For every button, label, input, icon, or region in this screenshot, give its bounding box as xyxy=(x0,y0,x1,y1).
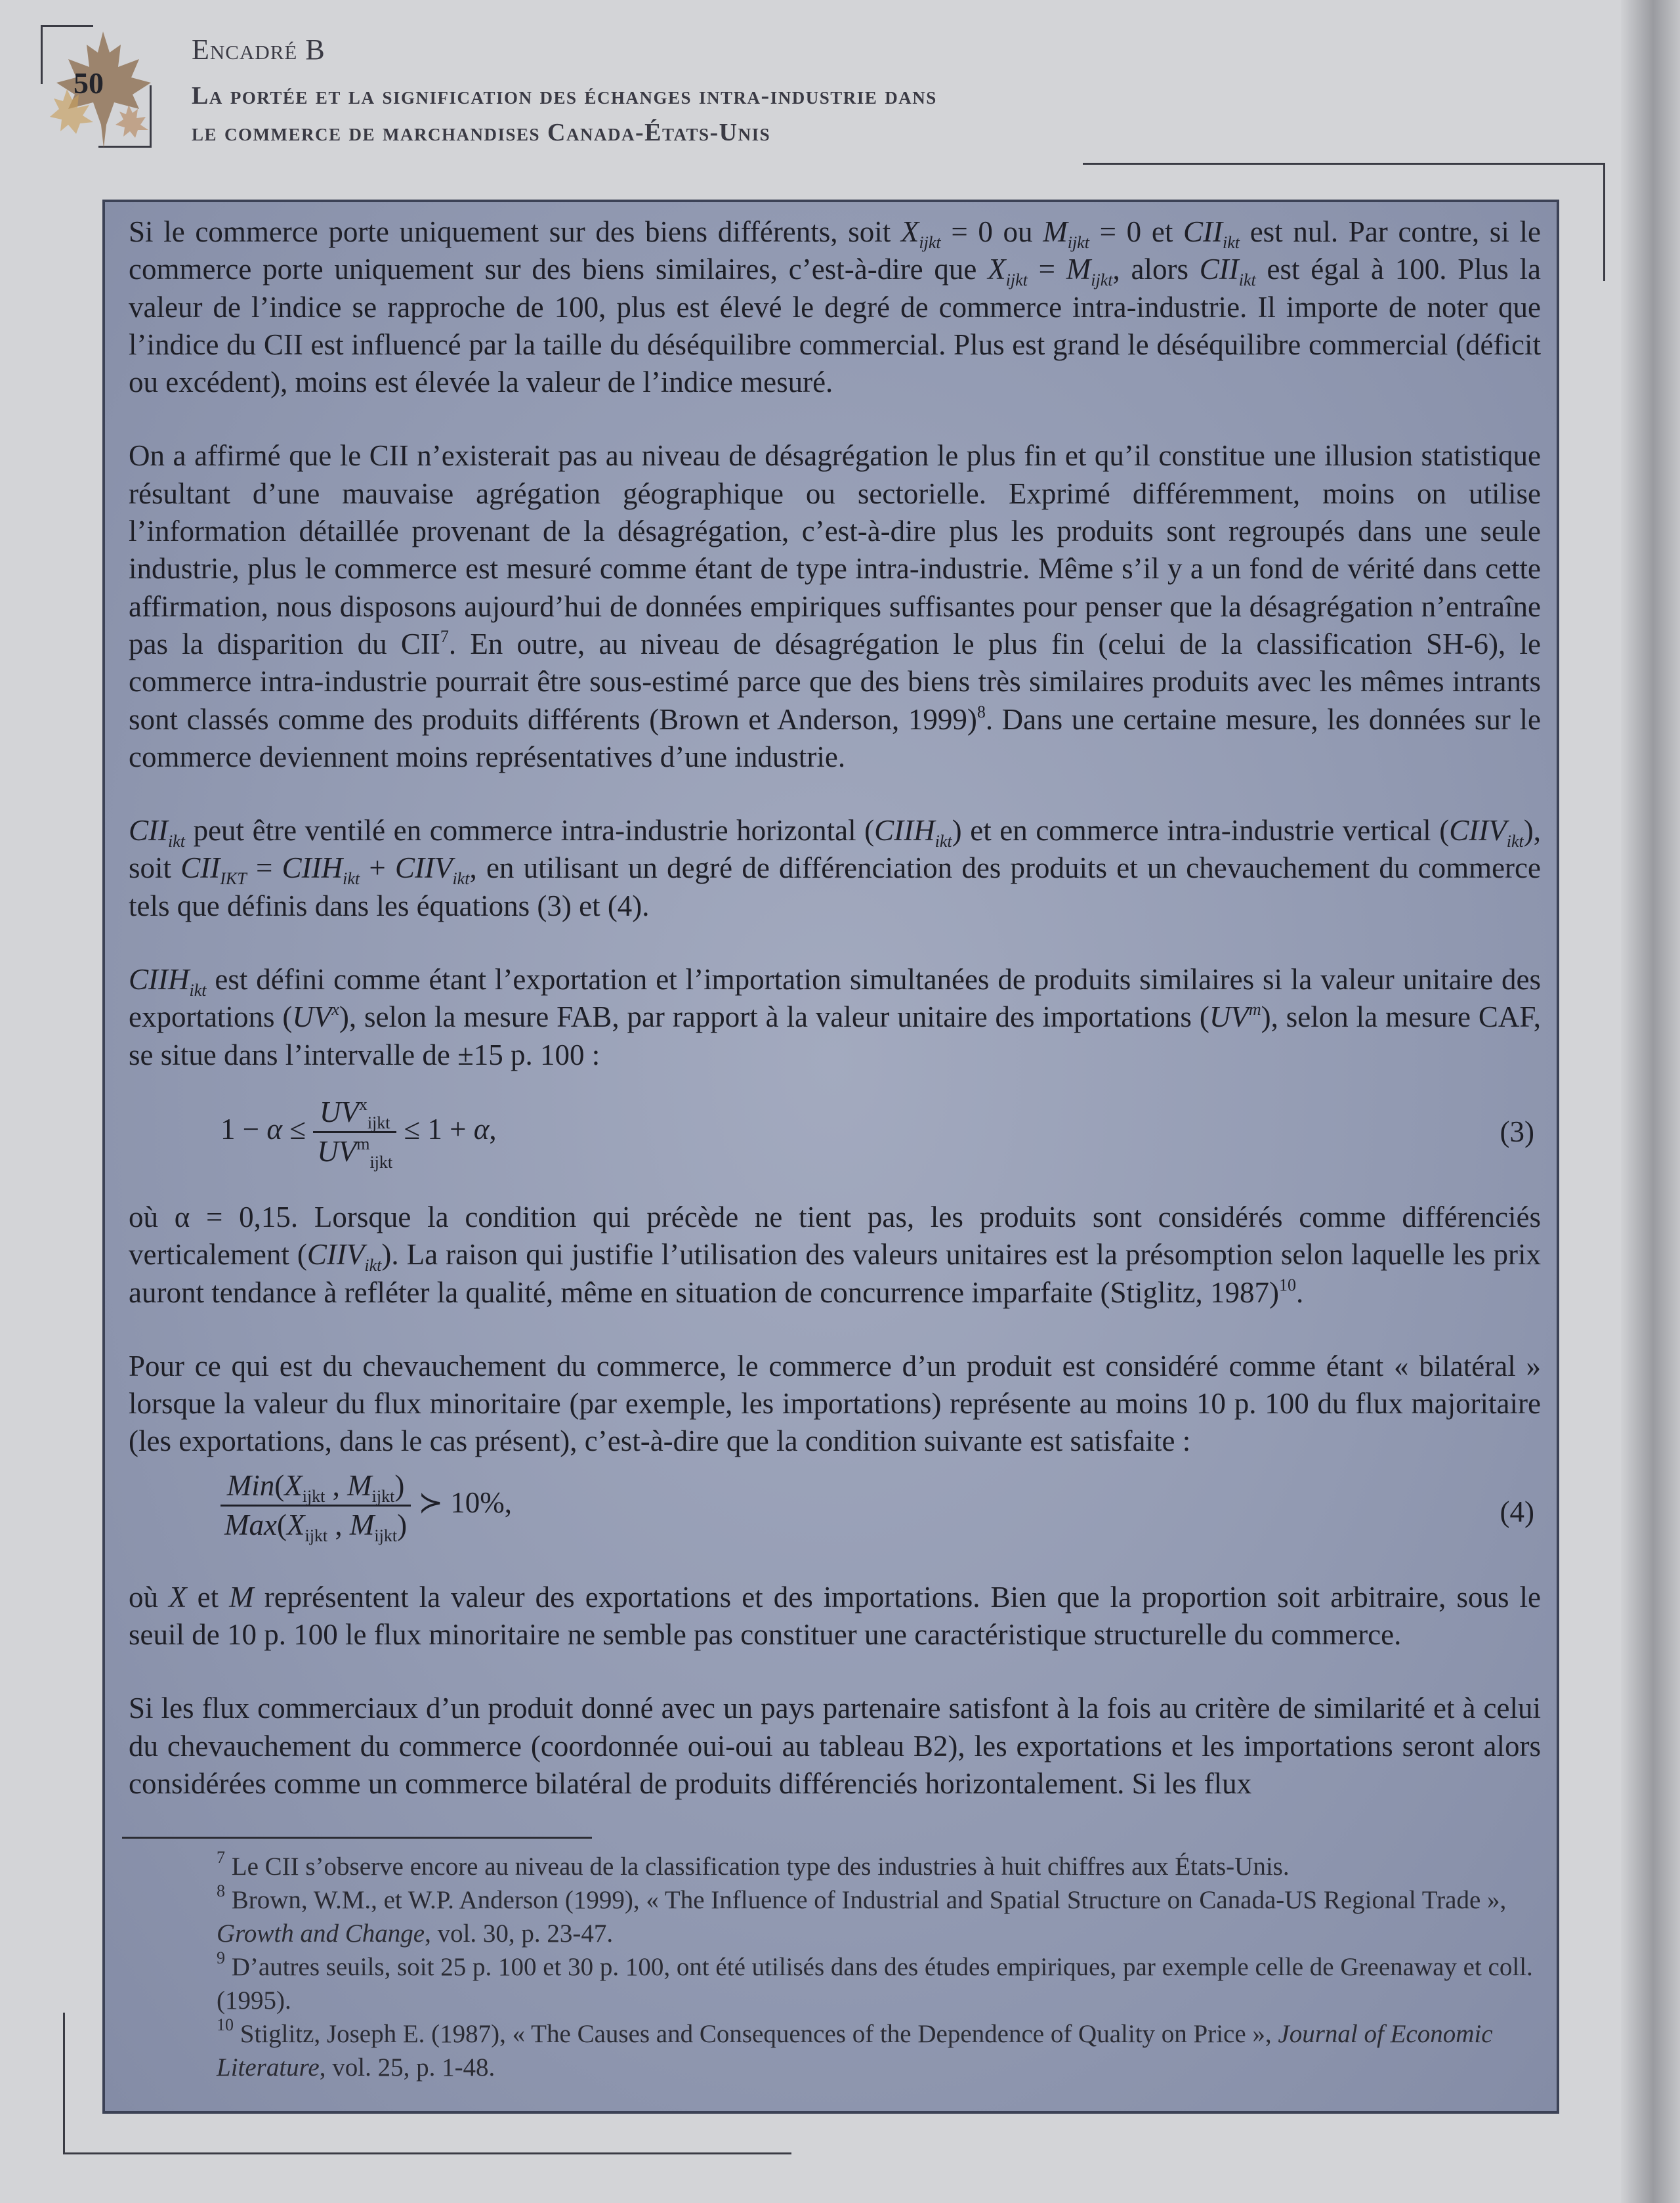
paragraph-8: Si les flux commerciaux d’un produit donné avec un pays partenaire satisfont à la fois au critère de similarité et à celui du chevauchement du commerce (coordonnée oui-oui au tableau B2), les exportations et les importations seront alors considérées comme un commerce bilatéral de produits différenciés horizontalement. Si les flux xyxy=(129,1692,1541,1800)
footnote-7: $^7$ Le CII s’observe encore au niveau de la classification type des industries à huit chiffres aux États-Unis. xyxy=(217,1848,1290,1881)
footnote-8: $^8$ Brown, W.M., et W.P. Anderson (1999), « The Influence of Industrial and Spatial Structure on Canada-US Regional Trade », Growth and Change, vol. 30, p. 23-47. xyxy=(217,1881,1507,1948)
paragraph-6: Pour ce qui est du chevauchement du commerce, le commerce d’un produit est considéré comme étant « bilatéral » lorsque la valeur du flux minoritaire (par exemple, les importations) représente au moins 10 p. 100 du flux majoritaire (les exportations, dans le cas présent), c’est-à-dire que la condition suivante est satisfaite : xyxy=(129,1349,1541,1458)
box-title-line2: le commerce de marchandises Canada-États-Unis xyxy=(192,119,771,146)
paragraph-4: $CIIH_{ikt}$ est défini comme étant l’exportation et l’importation simultanées de produits similaires si la valeur unitaire des exportations $(UV^x)$, selon la mesure FAB, par rapport à la valeur unitaire des importations $(UV^m)$, selon la mesure CAF, se situe dans l’intervalle de ±15 p. 100 : xyxy=(129,963,1542,1071)
paragraph-1: Si le commerce porte uniquement sur des biens différents, soit $X_{ijkt} = 0$ ou $M_{ijkt} = 0$ et $CII_{ikt}$ est nul. Par contre, si le commerce porte uniquement sur des biens similaires, c’est-à-dire que $X_{ijkt} = M_{ijkt}$, alors $CII_{ikt}$ est égal à 100. Plus la valeur de l’indice se rapproche de 100, plus est élevé le degré de commerce intra-industrie. Il importe de noter que l’indice du CII est influencé par la taille du déséquilibre commercial. Plus est grand le déséquilibre commercial (déficit ou excédent), moins est élevée la valeur de l’indice mesuré. xyxy=(129,215,1541,399)
equation-4: $\frac{Min(X_{ijkt} , M_{ijkt})}{Max(X_{ijkt} , M_{ijkt})}$ ≻ 10%, (4) xyxy=(129,1461,1541,1566)
frame-line-top-right xyxy=(1083,163,1605,165)
box-kicker: Encadré B xyxy=(192,33,326,66)
frame-line-bottom xyxy=(63,2152,791,2154)
paragraph-5: où α = 0,15. Lorsque la condition qui précède ne tient pas, les produits sont considérés comme différenciés verticalement $(CIIV_{ikt})$. La raison qui justifie l’utilisation des valeurs unitaires est la présomption selon laquelle les prix auront tendance à refléter la qualité, même en situation de concurrence imparfaite (Stiglitz, 1987)$^{10}$. xyxy=(129,1200,1541,1309)
frame-line-right xyxy=(1603,163,1605,281)
equation-3: 1 − α ≤ $\frac{UV^x_{ijkt}}{UV^m_{ijkt}}$ ≤ 1 + α, (3) xyxy=(220,1094,1534,1172)
paragraph-3: $CII_{ikt}$ peut être ventilé en commerce intra-industrie horizontal $(CIIH_{ikt})$ et en commerce intra-industrie vertical $(CIIV_{ikt})$, soit $CII_{IKT}$ = $CIIH_{ikt}$ + $CIIV_{ikt}$, en utilisant un degré de différenciation des produits et un chevauchement du commerce tels que définis dans les équations (3) et (4). xyxy=(129,814,1541,922)
box-content xyxy=(129,213,1541,1839)
paragraph-7: où X et M représentent la valeur des exportations et des importations. Bien que la proportion soit arbitraire, sous le seuil de 10 p. 100 le flux minoritaire ne semble pas constituer une caractéristique structurelle du commerce. xyxy=(129,1580,1541,1652)
box-title-line1: La portée et la signification des échanges intra-industrie dans xyxy=(192,82,937,110)
page-edge-shadow xyxy=(1621,0,1680,2203)
footnote-rule xyxy=(122,1837,592,1839)
page-number: 50 xyxy=(74,66,104,100)
frame-line-bottom-left xyxy=(63,2013,65,2154)
equation-3-label: (3) xyxy=(1500,1115,1534,1148)
equation-4-label: (4) xyxy=(1500,1495,1534,1528)
footnotes xyxy=(217,1850,1555,2084)
footnote-10: $^{10}$ Stiglitz, Joseph E. (1987), « The Causes and Consequences of the Dependence of Quality on Price », Journal of Economic Literature, vol. 25, p. 1-48. xyxy=(217,2015,1493,2082)
box-title xyxy=(192,77,1373,151)
footnote-9: $^9$ D’autres seuils, soit 25 p. 100 et 30 p. 100, ont été utilisés dans des études empiriques, par exemple celle de Greenaway et coll. (1995). xyxy=(217,1948,1533,2015)
paragraph-2: On a affirmé que le CII n’existerait pas au niveau de désagrégation le plus fin et qu’il constitue une illusion statistique résultant d’une mauvaise agrégation géographique ou sectorielle. Exprimé différemment, moins on utilise l’information détaillée provenant de la désagrégation, c’est-à-dire plus les produits sont regroupés dans une seule industrie, plus le commerce est mesuré comme étant de type intra-industrie. Même s’il y a un fond de vérité dans cette affirmation, nous disposons aujourd’hui de données empiriques suffisantes pour penser que la désagrégation n’entraîne pas la disparition du CII$^7$. En outre, au niveau de désagrégation le plus fin (celui de la classification SH-6), le commerce intra-industrie pourrait être sous-estimé parce que des biens très similaires produits avec les mêmes intrants sont classés comme des produits différents (Brown et Anderson, 1999)$^8$. Dans une certaine mesure, les données sur le commerce deviennent moins représentatives d’une industrie. xyxy=(129,439,1541,773)
